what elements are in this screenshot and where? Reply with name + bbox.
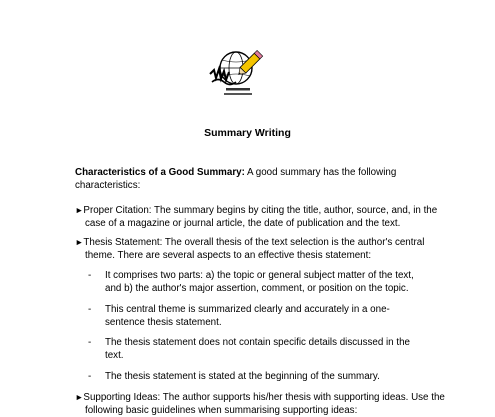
sub-list-item-text: This central theme is summarized clearly and accurately in a one-sentence thesis statement. [105, 304, 390, 328]
intro-text: A good summary has the following characteristics: [75, 167, 397, 191]
list-item [75, 391, 455, 417]
intro-paragraph [75, 166, 435, 192]
dash-bullet: - [88, 270, 92, 281]
sub-list-item-text: The thesis statement is stated at the beginning of the summary. [105, 371, 380, 382]
dash-bullet: - [88, 371, 92, 382]
dash-bullet: - [88, 304, 92, 315]
arrow-bullet-icon: ► [75, 392, 84, 402]
list-item [75, 204, 455, 230]
page-title: Summary Writing [204, 127, 291, 139]
sub-list-item-text: The thesis statement does not contain specific details discussed in the text. [105, 337, 410, 361]
sub-list-item-text: It comprises two parts: a) the topic or general subject matter of the text, and b) the author's major assertion, comment, or position on the topic. [105, 270, 414, 294]
arrow-bullet-icon: ► [75, 205, 84, 215]
list-item-text: Proper Citation: The summary begins by citing the title, author, source, and, in the case of a magazine or journal article, the date of publication and the text. [83, 205, 438, 229]
list-item [75, 236, 455, 262]
list-item-text: Supporting Ideas: The author supports his/her thesis with supporting ideas. Use the following basic guidelines when summarising supporting ideas: [83, 392, 445, 416]
dash-bullet: - [88, 337, 92, 348]
arrow-bullet-icon: ► [75, 237, 84, 247]
list-item-text: Thesis Statement: The overall thesis of the text selection is the author's central theme. There are several aspects to an effective thesis statement: [83, 237, 425, 261]
intro-lead: Characteristics of a Good Summary: [75, 167, 245, 178]
writing-pencil-logo-icon [206, 44, 270, 110]
